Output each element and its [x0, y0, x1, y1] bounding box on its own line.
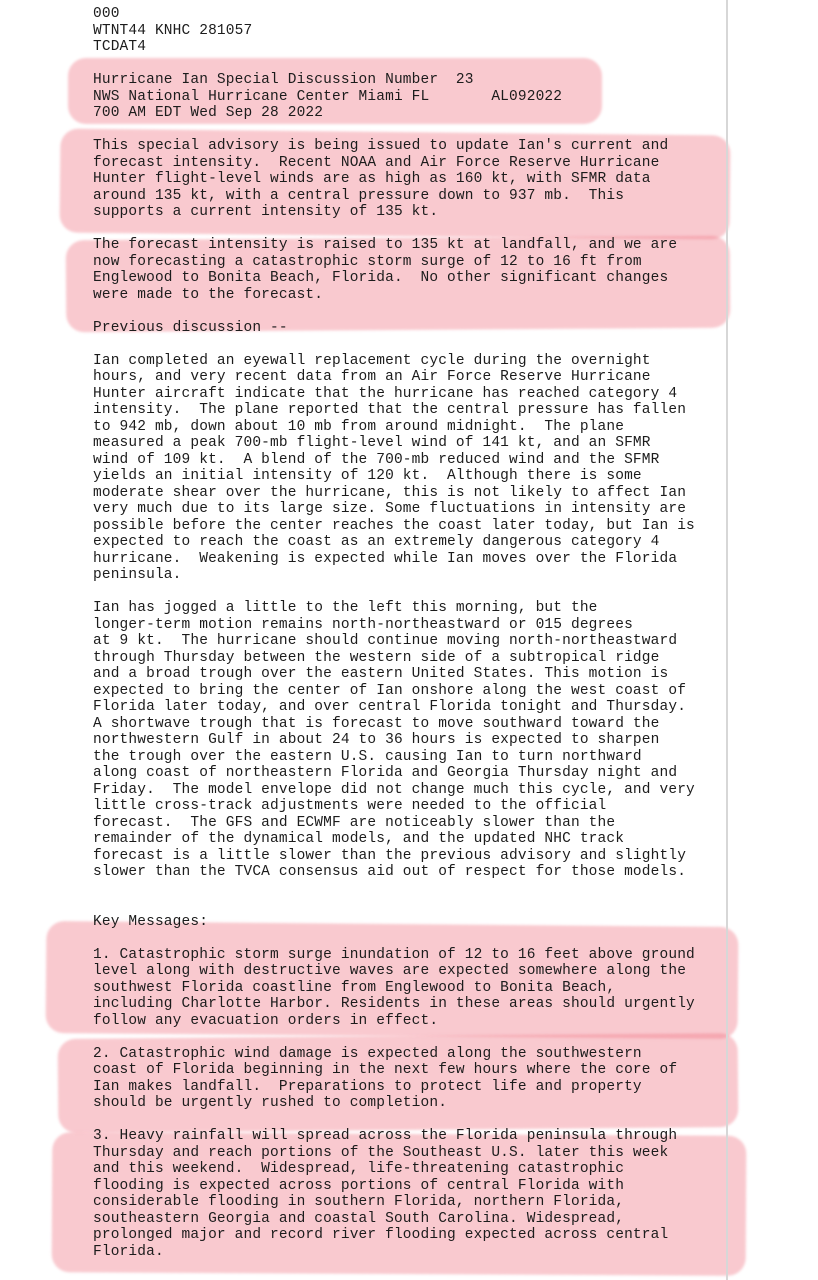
text-line: This special advisory is being issued to update Ian's current and	[93, 138, 669, 154]
text-line: forecast intensity. Recent NOAA and Air Force Reserve Hurricane	[93, 154, 660, 171]
wmo-header: WTNT44 KNHC 281057	[93, 22, 253, 39]
text-line: hurricane. Weakening is expected while Ian moves over the Florida	[93, 550, 678, 567]
text-line: 1. Catastrophic storm surge inundation of 12 to 16 feet above ground	[93, 946, 695, 963]
text-line: moderate shear over the hurricane, this is not likely to affect Ian	[93, 484, 687, 501]
text-line	[93, 897, 733, 914]
issue-time: 700 AM EDT Wed Sep 28 2022	[93, 105, 324, 121]
text-line	[93, 1029, 733, 1046]
text-line	[93, 303, 733, 320]
text-line: possible before the center reaches the coast later today, but Ian is	[93, 517, 695, 534]
text-line: slower than the TVCA consensus aid out of respect for those models.	[93, 864, 687, 880]
text-line: southeastern Georgia and coastal South Carolina. Widespread,	[93, 1210, 625, 1227]
text-line: southwest Florida coastline from Englewood to Bonita Beach,	[93, 979, 616, 996]
text-line: prolonged major and record river flooding expected across central	[93, 1227, 669, 1243]
text-line: northwestern Gulf in about 24 to 36 hours is expected to sharpen	[93, 732, 660, 748]
text-line	[93, 1112, 733, 1129]
text-line: remainder of the dynamical models, and the updated NHC track	[93, 831, 625, 847]
text-line: Key Messages:	[93, 913, 209, 930]
issuing-office: NWS National Hurricane Center Miami FL AL092022	[93, 88, 563, 105]
bulletin-text	[93, 6, 733, 1277]
text-line: wind of 109 kt. A blend of the 700-mb reduced wind and the SFMR	[93, 451, 660, 468]
text-line	[93, 221, 733, 238]
text-line: to 942 mb, down about 10 mb from around midnight. The plane	[93, 418, 625, 435]
text-line: supports a current intensity of 135 kt.	[93, 204, 439, 220]
text-line	[93, 336, 733, 353]
product-id: TCDAT4	[93, 39, 147, 55]
text-line: and this weekend. Widespread, life-threatening catastrophic	[93, 1161, 625, 1177]
text-line: considerable flooding in southern Florida, northern Florida,	[93, 1194, 625, 1210]
text-line: should be urgently rushed to completion.	[93, 1095, 448, 1111]
key-message-2: coast of Florida beginning in the next few hours where the core of	[93, 1062, 678, 1078]
text-line: forecast is a little slower than the previous advisory and slightly	[93, 847, 687, 864]
text-line: Ian completed an eyewall replacement cycle during the overnight	[93, 352, 651, 369]
text-line: yields an initial intensity of 120 kt. Although there is some	[93, 468, 642, 484]
key-message-3: Thursday and reach portions of the Southeast U.S. later this week	[93, 1144, 669, 1161]
text-line: hours, and very recent data from an Air Force Reserve Hurricane	[93, 369, 651, 385]
text-line	[93, 1260, 733, 1277]
text-line: expected to reach the coast as an extremely dangerous category 4	[93, 534, 660, 550]
text-line	[93, 881, 733, 898]
text-line: Ian makes landfall. Preparations to protect life and property	[93, 1078, 642, 1095]
text-line: including Charlotte Harbor. Residents in these areas should urgently	[93, 996, 695, 1012]
text-line: The forecast intensity is raised to 135 kt at landfall, and we are	[93, 237, 678, 253]
text-line: at 9 kt. The hurricane should continue moving north-northeastward	[93, 633, 678, 649]
text-line: forecast. The GFS and ECWMF are noticeably slower than the	[93, 814, 616, 831]
text-line: around 135 kt, with a central pressure down to 937 mb. This	[93, 187, 625, 204]
text-line: Florida later today, and over central Florida tonight and Thursday.	[93, 699, 687, 715]
key-message-1: level along with destructive waves are expected somewhere along the	[93, 963, 687, 979]
text-line	[93, 56, 733, 73]
text-line: flooding is expected across portions of central Florida with	[93, 1177, 625, 1194]
wmo-sequence-number: 000	[93, 6, 120, 22]
text-line: and a broad trough over the eastern United States. This motion is	[93, 666, 669, 682]
text-line: little cross-track adjustments were needed to the official	[93, 798, 607, 814]
text-line: intensity. The plane reported that the central pressure has fallen	[93, 402, 687, 418]
text-line: now forecasting a catastrophic storm surge of 12 to 16 ft from	[93, 253, 642, 270]
text-line: measured a peak 700-mb flight-level wind of 141 kt, and an SFMR	[93, 435, 651, 451]
text-line	[93, 584, 733, 601]
text-line: through Thursday between the western side of a subtropical ridge	[93, 649, 660, 666]
text-line: 2. Catastrophic wind damage is expected along the southwestern	[93, 1045, 642, 1062]
section-heading-previous-discussion: Previous discussion --	[93, 319, 288, 336]
text-line: along coast of northeastern Florida and Georgia Thursday night and	[93, 765, 678, 781]
text-line: Englewood to Bonita Beach, Florida. No other significant changes	[93, 270, 669, 286]
text-line: were made to the forecast.	[93, 286, 324, 303]
text-line: longer-term motion remains north-northeastward or 015 degrees	[93, 616, 633, 633]
discussion-title: Hurricane Ian Special Discussion Number 23	[93, 72, 474, 88]
text-line: peninsula.	[93, 567, 182, 583]
section-heading-key-messages	[93, 930, 733, 947]
text-line: Hunter flight-level winds are as high as 160 kt, with SFMR data	[93, 171, 651, 187]
text-line: follow any evacuation orders in effect.	[93, 1012, 439, 1029]
text-line: very much due to its large size. Some fluctuations in intensity are	[93, 501, 687, 517]
text-line: Hunter aircraft indicate that the hurricane has reached category 4	[93, 385, 678, 402]
text-line	[93, 122, 733, 139]
text-line: expected to bring the center of Ian onshore along the west coast of	[93, 682, 687, 699]
text-line: A shortwave trough that is forecast to move southward toward the	[93, 715, 660, 732]
text-line: 3. Heavy rainfall will spread across the Florida peninsula through	[93, 1128, 678, 1144]
text-line: Friday. The model envelope did not change much this cycle, and very	[93, 781, 695, 798]
text-line: Florida.	[93, 1243, 164, 1260]
text-line: Ian has jogged a little to the left this morning, but the	[93, 600, 598, 616]
text-line: the trough over the eastern U.S. causing Ian to turn northward	[93, 748, 642, 765]
